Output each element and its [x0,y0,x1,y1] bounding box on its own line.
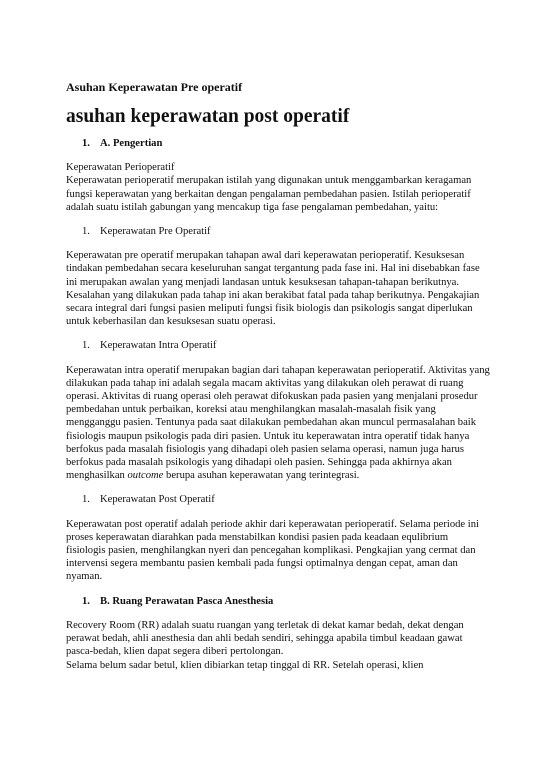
sub-item-pre-label: Keperawatan Pre Operatif [100,226,211,238]
sub-item-post [66,493,490,506]
document-title: Asuhan Keperawatan Pre operatif [66,80,243,94]
list-number: 1. [82,340,90,352]
list-number: 1. [82,226,90,238]
document-body [66,80,490,683]
intro-paragraph: Keperawatan perioperatif merupakan istilah yang digunakan untuk menggambarkan keragaman fungsi keperawatan yang berkaitan dengan pengalaman pembedahan pasien. Istilah perioperatif adalah suatu istilah gabungan yang mencakup tiga fase pengalaman pembedahan, yaitu: [66,175,472,213]
intra-text-after: berupa asuhan keperawatan yang terintegrasi. [163,470,360,482]
post-paragraph: Keperawatan post operatif adalah periode akhir dari keperawatan perioperatif. Selama periode ini proses keperawatan diarahkan pada menstabilkan kondisi pasien pada keadaan equlibrium fisiologis pasien, menghilangkan nyeri dan pencegahan komplikasi. Pengkajian yang cermat dan intervensi segera membantu pasien kembali pada fungsi optimalnya dengan cepat, aman dan nyaman. [66,518,479,583]
section-b-label: B. Ruang Perawatan Pasca Anesthesia [100,595,274,607]
intro-label: Keperawatan Perioperatif [66,162,175,174]
rr-paragraph-2: Selama belum sadar betul, klien dibiarkan tetap tinggal di RR. Setelah operasi, klien [66,659,424,671]
section-b-item [66,595,490,608]
list-number: 1. [82,494,90,506]
sub-item-intra-label: Keperawatan Intra Operatif [100,340,217,352]
document-heading: asuhan keperawatan post operatif [66,106,350,127]
section-a-item [66,137,490,150]
sub-item-post-label: Keperawatan Post Operatif [100,494,215,506]
list-number: 1. [82,595,90,607]
pre-paragraph: Keperawatan pre operatif merupakan tahapan awal dari keperawatan perioperatif. Kesuksesan tindakan pembedahan secara keseluruhan sangat tergantung pada fase ini. Hal ini disebabkan fase ini merupakan awalan yang menjadi landasan untuk kesuksesan tahapan-tahapan berikutnya. Kesalahan yang dilakukan pada tahap ini akan berakibat fatal pada tahap berikutnya. Pengakajian secara integral dari fungsi pasien meliputi fungsi fisik biologis dan psikologis sangat diperlukan untuk keberhasilan dan kesuksesan suatu operasi. [66,250,480,328]
section-a-label: A. Pengertian [100,138,163,149]
sub-item-pre [66,225,490,238]
list-number: 1. [82,138,90,149]
sub-item-intra [66,339,490,352]
rr-paragraph: Recovery Room (RR) adalah suatu ruangan yang terletak di dekat kamar bedah, dekat dengan perawat bedah, ahli anesthesia dan ahli bedah sendiri, sehingga apabila timbul keadaan gawat pasca-bedah, klien dapat segera diberi pertolongan. [66,619,464,658]
intra-text-before: Keperawatan intra operatif merupakan bagian dari tahapan keperawatan perioperatif. Aktivitas yang dilakukan pada tahap ini adalah segala macam aktivitas yang dilakukan oleh perawat di ruang operasi. Aktivitas di ruang operasi oleh perawat difokuskan pada pasien yang menjalani prosedur pembedahan untuk perbaikan, koreksi atau menghilangkan masalah-masalah fisik yang mengganggu pasien. Tentunya pada saat dilakukan pembedahan akan muncul permasalahan baik fisiologis maupun psikologis pada diri pasien. Untuk itu keperawatan intra operatif tidak hanya berfokus pada masalah fisiologis yang dihadapi oleh pasien selama operasi, namun juga harus berfokus pada masalah psikologis yang dihadapi oleh pasien. Sehingga pada akhirnya akan menghasilkan [66,364,490,482]
intra-text-emphasis: outcome [127,470,164,482]
intra-paragraph [66,364,490,483]
